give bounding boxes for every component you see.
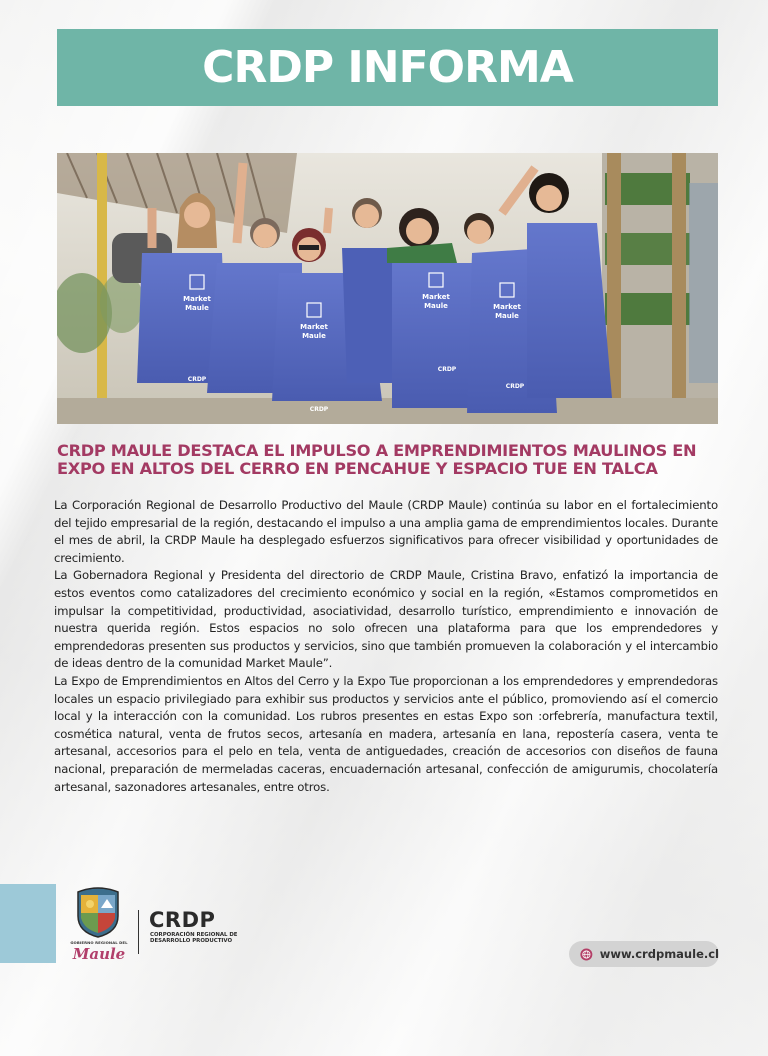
website-link[interactable]	[569, 941, 719, 967]
crdp-subtitle-line: DESARROLLO PRODUCTIVO	[150, 938, 233, 945]
apron-badge-1: CRDP	[187, 376, 207, 383]
globe-icon	[580, 947, 593, 962]
article-paragraph: La Corporación Regional de Desarrollo Productivo del Maule (CRDP Maule) continúa su labor en el fortalecimiento del tejido empresarial de la región, destacando el impulso a una amplia gama de emprendimientos locales. Durante el mes de abril, la CRDP Maule ha desplegado esfuerzos significativos para ofrecer visibilidad y oportunidades de crecimiento.	[54, 498, 719, 565]
apron-badge-2: CRDP	[309, 406, 329, 413]
decorative-corner-block	[0, 884, 56, 963]
footer-logos	[68, 884, 268, 964]
apron-badge-3: CRDP	[437, 366, 457, 373]
page-title: CRDP INFORMA	[202, 42, 573, 93]
apron-text-1: Market	[183, 295, 211, 303]
photo-illustration	[57, 153, 718, 424]
article-body	[54, 497, 718, 796]
apron-text-2: Maule	[185, 304, 209, 312]
apron-text-4: Maule	[302, 332, 326, 340]
regional-shield-logo	[74, 886, 122, 938]
crdp-subtitle-line: CORPORACIÓN REGIONAL DE	[150, 932, 238, 938]
maule-logotype: Maule	[72, 945, 126, 963]
apron-text-5: Market	[422, 293, 450, 301]
crdp-subtitle	[150, 932, 260, 945]
gob-label: GOBIERNO REGIONAL DEL	[70, 940, 128, 945]
article-headline: CRDP MAULE DESTACA EL IMPULSO A EMPRENDIMIENTOS MAULINOS EN EXPO EN ALTOS DEL CERRO EN PENCAHUE Y ESPACIO TUE EN TALCA	[57, 441, 697, 478]
header-banner	[57, 29, 718, 106]
apron-text-6: Maule	[424, 302, 448, 310]
crdp-logotype: CRDP	[149, 908, 216, 932]
article-paragraph: La Gobernadora Regional y Presidenta del directorio de CRDP Maule, Cristina Bravo, enfatizó la importancia de estos eventos como catalizadores del crecimiento económico y social en la región, «Estamos comprometidos en impulsar la competitividad, productividad, asociatividad, desarrollo turístico, emprendimiento e innovación de nuestra querida región. Estos espacios no solo ofrecen una plataforma para que los emprendedores y emprendedoras presenten sus productos y servicios, sino que también promueven la colaboración y el intercambio de ideas dentro de la comunidad Market Maule”.	[54, 568, 718, 671]
article-paragraph: La Expo de Emprendimientos en Altos del Cerro y la Expo Tue proporcionan a los emprendedores y emprendedoras locales un espacio privilegiado para exhibir sus productos y servicios ante el público, promoviendo así el comercio local y la interacción con la comunidad. Los rubros presentes en estas Expo son :orfebrería, manufactura textil, cosmética natural, venta de frutos secos, artesanía en madera, artesanía en lana, repostería casera, venta te artesanal, accesorios para el pelo en tela, venta de antiguedades, creación de accesorios con diseños de fauna nacional, preparación de mermeladas caceras, encuadernación artesanal, confección de amigurumis, chocolatería artesanal, sazonadores artesanales, entre otros.	[54, 673, 718, 794]
group-photo	[57, 153, 718, 424]
apron-text-8: Maule	[495, 312, 519, 320]
apron-text-3: Market	[300, 323, 328, 331]
website-url[interactable]: www.crdpmaule.cl	[599, 947, 719, 961]
logo-divider	[138, 910, 139, 954]
apron-badge-4: CRDP	[505, 383, 525, 390]
apron-text-7: Market	[493, 303, 521, 311]
